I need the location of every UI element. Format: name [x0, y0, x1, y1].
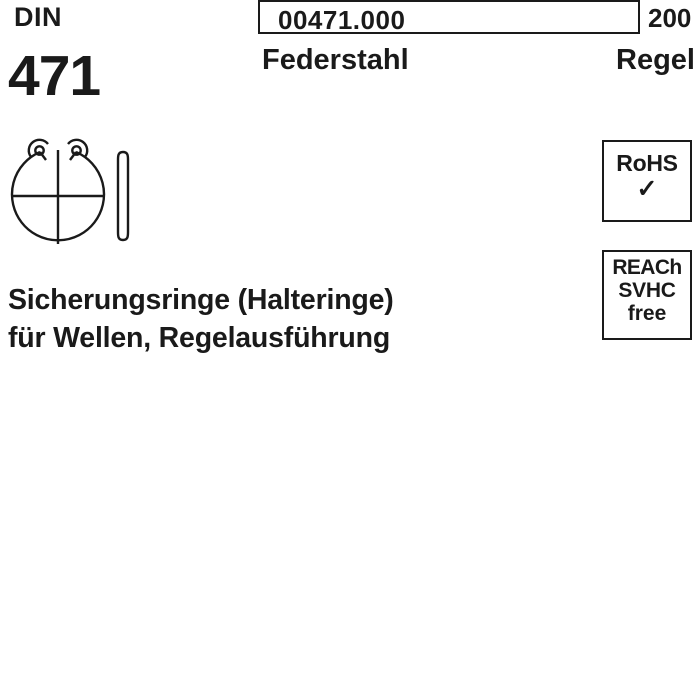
material: Federstahl	[262, 44, 409, 76]
variant: Regel	[616, 44, 695, 76]
product-title-line-1: Sicherungsringe (Halteringe)	[8, 284, 394, 316]
product-title-line-2: für Wellen, Regelausführung	[8, 321, 391, 354]
check-icon: ✓	[636, 175, 658, 203]
reach-label: REACh	[612, 256, 682, 279]
article-number-box	[258, 0, 640, 34]
retaining-ring-icon	[10, 130, 150, 260]
article-number: 00471.000	[278, 5, 406, 35]
rohs-label: RoHS	[616, 150, 678, 176]
reach-svhc-label: SVHC	[618, 279, 676, 302]
product-drawing	[10, 130, 150, 260]
header	[0, 0, 700, 110]
product-title	[8, 282, 568, 357]
quantity: 200	[648, 3, 692, 33]
reach-badge	[602, 250, 692, 340]
standard-label: DIN	[14, 2, 62, 32]
standard-number: 471	[8, 44, 101, 108]
reach-free-label: free	[627, 301, 667, 325]
rohs-badge	[602, 140, 692, 222]
